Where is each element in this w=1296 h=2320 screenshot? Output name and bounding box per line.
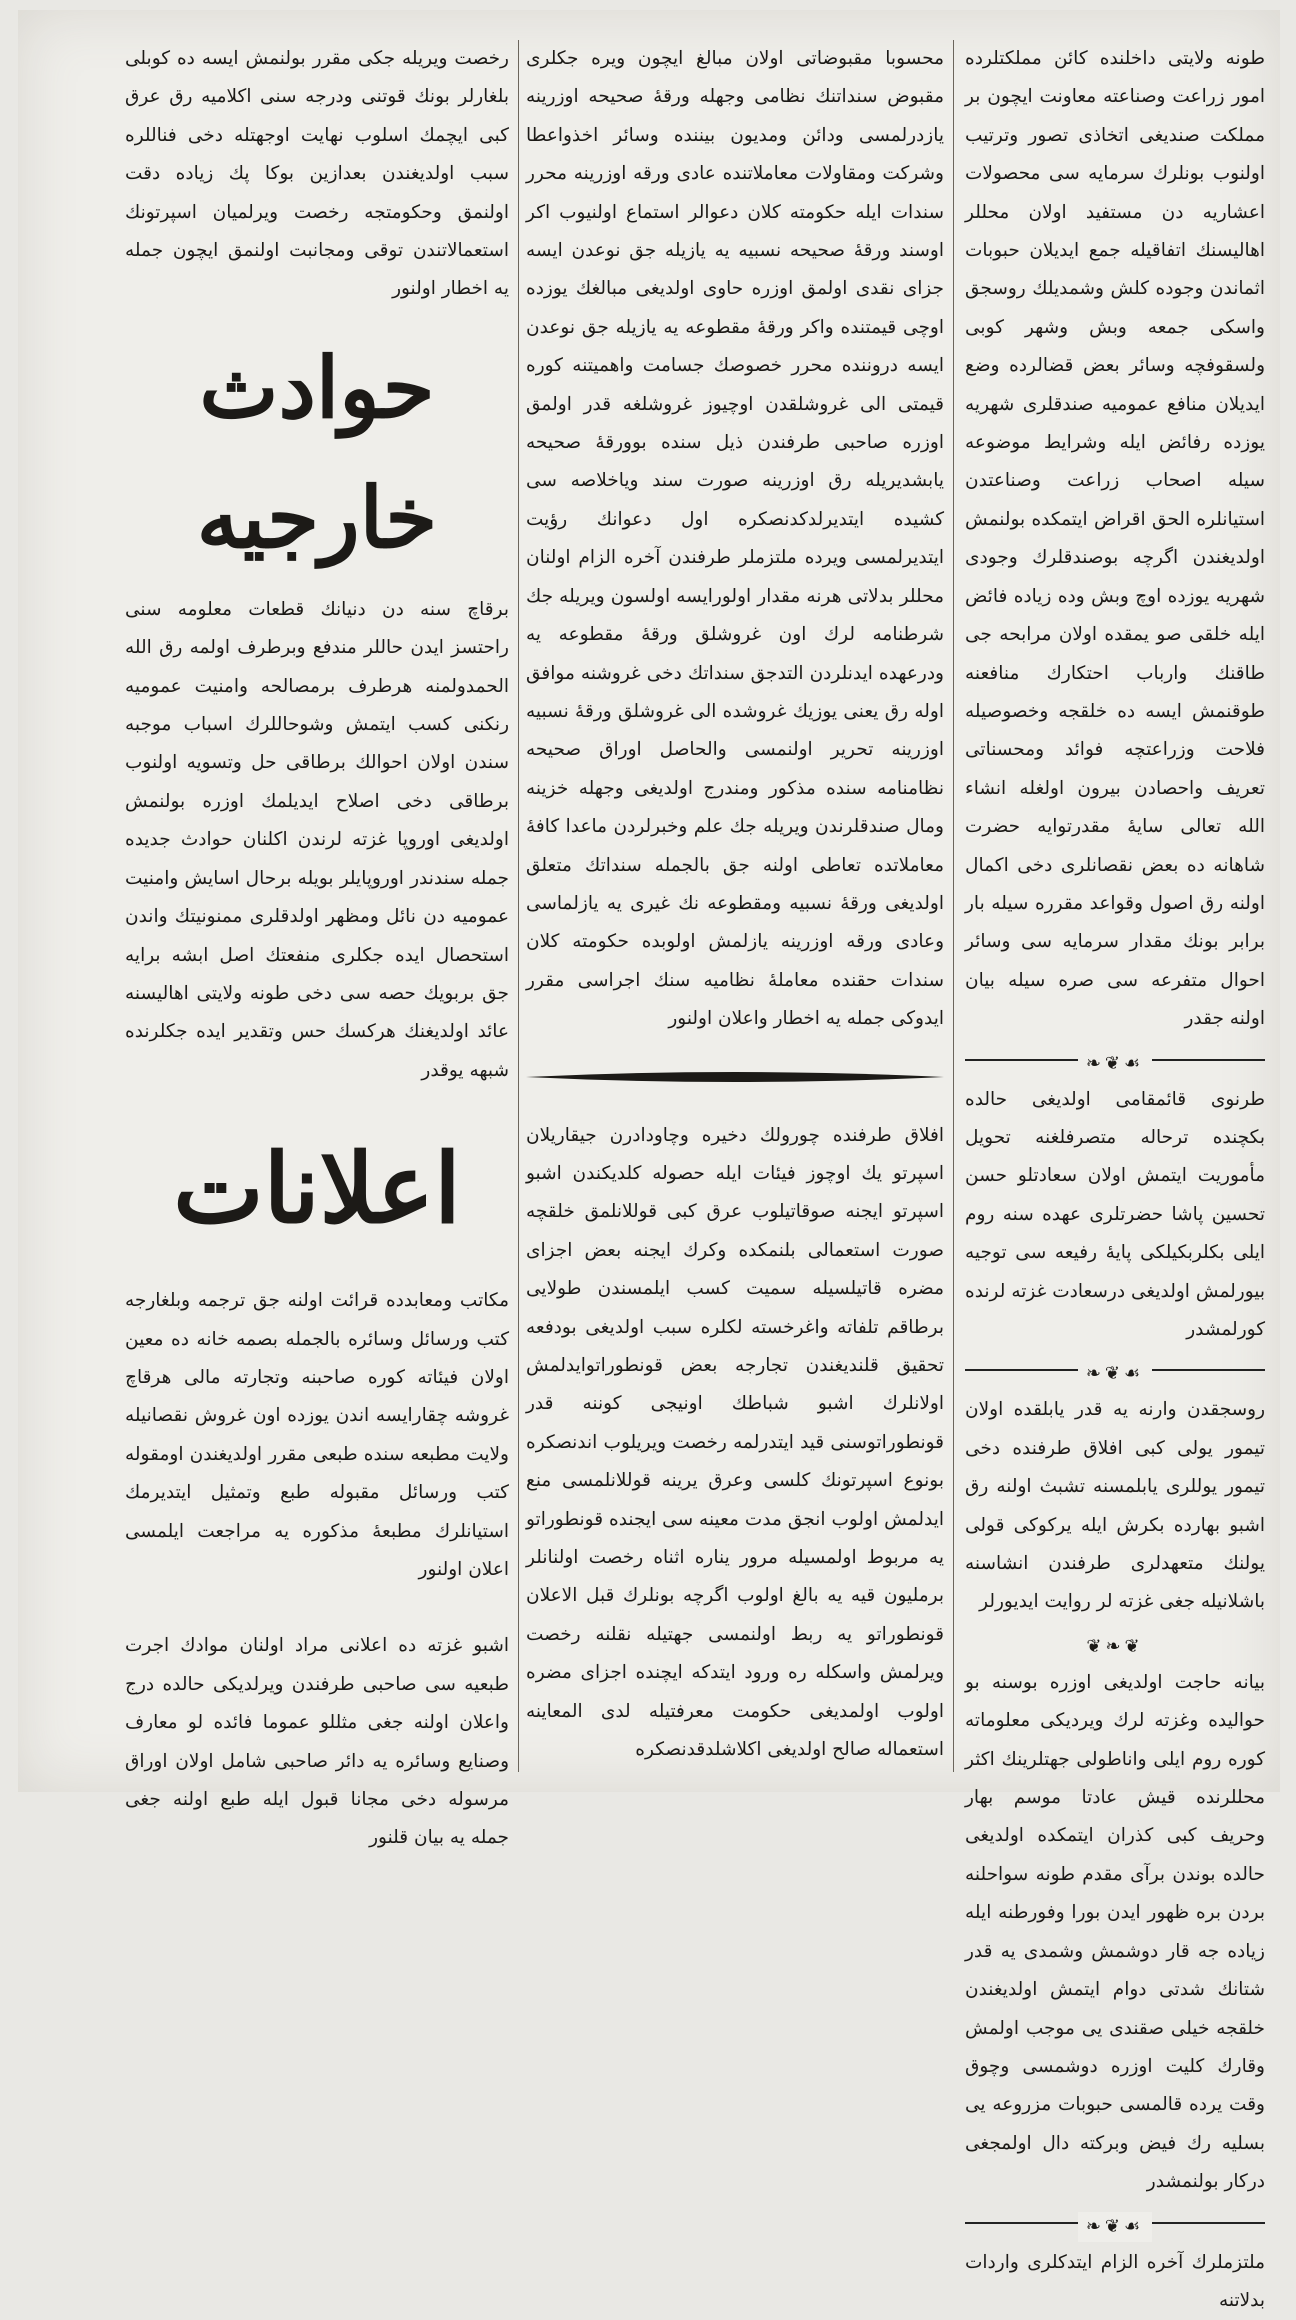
- section-heading-foreign-news: حوادث خارجيه: [196, 337, 438, 567]
- article-column-3: [125, 40, 509, 1849]
- article-paragraph: بيانه حاجت اولديغى اوزره بوسنه بو حواليده وغزته لرك ويرديكى معلوماته كوره روم ايلى واناطولى جهتلرينك اكثر محللرنده قيش عادتا موسم بهار وحريف كبى كذران ايتمكده اولديغى حالده بوندن برآى مقدم طونه سواحلنه بردن بره ظهور ايدن بورا وفورطنه ايله زياده جه قار دوشمش وشمدى يه قدر شتانك شدتى دوام ايتمش اولديغندن خلقجه خيلى صقندى يى موجب اولمش وقارك كليت اوزره دوشمسى وچوق وقت يرده قالمسى حبوبات مزروعه يى بسليه رك فيض وبركته دال اولمجغى دركار بولنمشدر: [965, 1671, 1265, 2193]
- article-paragraph: روسجقدن وارنه يه قدر يابلقده اولان تيمور يولى كبى افلاق طرفنده دخى تيمور يوللرى يابلمسنه تشبث اولنه رق اشبو بهارده بكرش ايله يركوكى قولى يولنك متعهدلرى طرفندن انشاسنه باشلانيله جغى غزته لر روايت ايديورلر: [965, 1399, 1265, 1613]
- article-paragraph: طونه ولايتى داخلنده كائن مملكتلرده امور زراعت وصناعته معاونت ايچون بر مملكت صنديغى اتخاذى تصور وترتيب اولنوب بونلرك سرمايه سى محصولات اعشاريه دن مستفيد اولان محللر اهاليسنك اتفاقيله جمع ايديلان حبوبات اثماندن وجوده كلش وشمديلك روسجق واسكى جمعه وبش وشهر كوبى ولسقوفچه وسائر بعض قضالرده وضع ايديلان منافع عموميه صندقلرى شهريه يوزده رفائض ايله وشرايط موضوعه سيله اصحاب زراعت وصناعتدن استيانلره الحق اقراض ايتمكده بولنمش اولديغندن اگرچه بوصندقلرك وجودى شهريه يوزده اوچ وبش وده زياده فائض ايله خلقى صو يمقده اولان مرابحه جى طاقنك وارباب احتكارك منافعنه طوقنمش ايسه ده خلقجه وخصوصيله فلاحت وزراعتچه فوائد ومحسناتى تعريف واحصادن بيرون اولغله انشاء الله تعالى سايهٔ مقدرتوايه حضرت شاهانه ده بعض نقصانلرى دخى اكمال اولنه رق اصول وقواعد مقرره سيله بار برابر بونك مقدار سرمايه سى وسائر احوال متفرعه سى صره سيله بيان اولنه جقدر: [965, 48, 1265, 1030]
- article-paragraph: افلاق طرفنده چورولك دخيره وچاودادرن جيقاريلان اسپرتو يك اوچوز فيئات ايله حصوله كلديكندن اشبو اسپرتو ايجنه صوقاتيلوب عرق كبى قوللانلمق خلقچه صورت استعمالى بلنمكده وكرك ايجنه بعض اجزاى مضره قاتيلسيله سميت كسب ايلمسندن طولايى برطاقم تلفاته واغرخسته لكلره سبب اولديغى بودفعه تحقيق قلنديغندن تجارجه بعض قونطوراتوايدلمش اولانلرك اشبو شباطك اونيجى كوننه قدر قونطوراتوسنى قيد ايتدرلمه رخصت ويريلوب اندنصكره بونوع اسپرتونك كلسى وعرق يرينه قوللانلمسى منع ايدلمش اولوب انجق مدت معينه سى ايجنده قونطوراتو يه مربوط اولمسيله مرور يناره اثناه رخصت اولنانلر برمليون قيه يه بالغ اولوب اگرچه بونلرك قبل الاعلان قونطوراتو يه ربط اولنمسى جهتيله نقلنه رخصت ويرلمش واسكله ره ورود ايتدكه ايچنده اجزاى مضره اولوب اولمديغى حكومت معرفتيله لدى المعاينه استعماله صالح اولديغى اكلاشلدقدنصكره: [526, 1124, 944, 1761]
- ornamental-divider: [965, 1628, 1265, 1658]
- column-divider: [953, 40, 954, 1772]
- ornamental-divider: [965, 1045, 1265, 1075]
- ornament-icon: ❧❦☙: [1078, 1359, 1152, 1389]
- newspaper-page: [18, 10, 1280, 2311]
- ornamental-divider: [965, 2208, 1265, 2238]
- ornament-icon: ❦❧❦: [1078, 1632, 1151, 1662]
- swell-rule-divider: [526, 1057, 944, 1097]
- article-column-1: [965, 40, 1265, 2311]
- column-divider: [518, 40, 519, 1772]
- ornamental-divider: [965, 1355, 1265, 1385]
- article-column-2: [526, 40, 944, 1772]
- article-paragraph: محسوبا مقبوضاتى اولان مبالغ ايچون ويره جكلرى مقبوض سنداتنك نظامى وجهله ورقهٔ صحيحه اوزرينه يازدرلمسى ودائن ومديون بيننده وسائر اخذواعطا وشركت ومقاولات معاملاتنده عادى ورقه اوزرينه محرر سندات ايله حكومته كلان دعوالر استماع اولنيوب اكر اوسند ورقهٔ صحيحه نسبيه يه يازيله جق نوعدن ايسه جزاى نقدى اولمق اوزره حاوى اولديغى مبالغك يوزده اوچى قيمتنده واكر ورقهٔ مقطوعه يه يازيله جق نوعدن ايسه دروننده محرر خصوصك جسامت واهميتنه كوره قيمتى الى غروشلقدن اوچيوز غروشلغه قدر اولمق اوزره صاحبى طرفندن ذيل سنده بوورقهٔ صحيحه يابشديريله رق اوزرينه صورت سند وياخلاصه سى كشيده ايتديرلدكدنصكره اول دعوانك رؤيت ايتديرلمسى ويرده ملتزملر طرفندن آخره الزام اولنان محللر بدلاتى هرنه مقدار اولورايسه اولسون ويريله جك شرطنامه لرك اون غروشلق ورقهٔ مقطوعه يه ودرعهده ايدنلردن التدجق سنداتك دخى غروشنه موافق اوله رق يعنى يوزيك غروشده الى غروشلق ورقهٔ نسبيه اوزرينه تحرير اولنمسى والحاصل اوراق صحيحه نظامنامه سنده مذكور ومندرج اولديغى وجهله خزينه ومال صندقلرندن ويريله جك علم وخبرلردن ماعدا كافهٔ معاملاتده تعاطى اولنه جق بالجمله سنداتك متعلق اولديغى ورقهٔ نسبيه ومقطوعه نك غيرى يه يازلماسى وعادى ورقه اوزرينه يازلمش اولوبده حكومته كلان سندات حقنده معاملهٔ نظاميه سنك اجراسى مقرر ايدوكى جمله يه اخطار واعلان اولنور: [526, 48, 944, 1030]
- section-heading-announcements: اعلانات: [173, 1132, 461, 1246]
- article-paragraph: اشبو غزته ده اعلانى مراد اولنان موادك اجرت طبعيه سى صاحبى طرفندن ويرلديكى حالده درج واعلان اولنه جغى مثللو عموما فائده لو معارف وصنايع وسائره يه دائر صاحبى شامل اولان اوراق مرسوله دخى مجانا قبول ايله طبع اولنه جغى جمله يه بيان قلنور: [125, 1635, 509, 1849]
- swell-rule-icon: [526, 1057, 944, 1097]
- ornament-icon: ❧❦☙: [1078, 1049, 1152, 1079]
- article-paragraph: برقاچ سنه دن دنيانك قطعات معلومه سنى راحتسز ايدن حاللر مندفع وبرطرف اولمه رق الله الحمدولمنه هرطرف برمصالحه وامنيت عموميه رنكنى كسب ايتمش وشوحاللرك اسباب موجبه سندن اولان احوالك برطاقى حل وتسويه اولنوب برطاقى دخى اصلاح ايديلمك اوزره بولنمش اولديغى اوروپا غزته لرندن اكلنان حوادث جديده جمله سندندر اوروپايلر بويله برحال اسايش وامنيت عموميه دن نائل ومظهر اولدقلرى ممنونيتك واندن استحصال ايده جكلرى منفعتك اصل ابشه برايه جق بربويك حصه سى دخى طونه ولايتى اهاليسنه عائد اولديغنك هركسك حس وتقدير ايده جكلرنده شبهه يوقدر: [125, 598, 509, 1081]
- article-paragraph: مكاتب ومعابدده قرائت اولنه جق ترجمه وبلغارجه كتب ورسائل وسائره بالجمله بصمه خانه ده معين اولان فيئاته كوره صاحبنه وتجارته مالى هرقاچ غروشه چقارايسه اندن يوزده اون غروش نقصانيله ولايت مطبعه سنده طبعى مقرر اولديغندن اومقوله كتب ورسائل مقبوله طبع وتمثيل ايتديرمك استيانلرك مطبعهٔ مذكوره يه مراجعت ايلمسى اعلان اولنور: [125, 1290, 509, 1580]
- ornament-icon: ❧❦☙: [1078, 2212, 1152, 2242]
- article-paragraph: رخصت ويريله جكى مقرر بولنمش ايسه ده كوبلى بلغارلر بونك قوتنى ودرجه سنى اكلاميه رق عرق كبى ايچمك اسلوب نهايت اوجهتله دخى فناللره سبب اولديغندن بعدازين بوكا پك زياده دقت اولنمق وحكومتجه رخصت ويرلميان اسپرتونك استعمالاتندن توقى ومجانبت اولنمق ايچون جمله يه اخطار اولنور: [125, 48, 509, 300]
- article-paragraph: ملتزملرك آخره الزام ايتدكلرى واردات بدلاتنه: [965, 2251, 1265, 2311]
- article-paragraph: طرنوى قائمقامى اولديغى حالده بكچنده ترحاله متصرفلغنه تحويل مأموريت ايتمش اولان سعادتلو حسن تحسين پاشا حضرتلرى عهده سنه روم ايلى بكلربكيلكى پايهٔ رفيعه سى توجيه بيورلمش اولديغى درسعادت غزته لرنده كورلمشدر: [965, 1088, 1265, 1340]
